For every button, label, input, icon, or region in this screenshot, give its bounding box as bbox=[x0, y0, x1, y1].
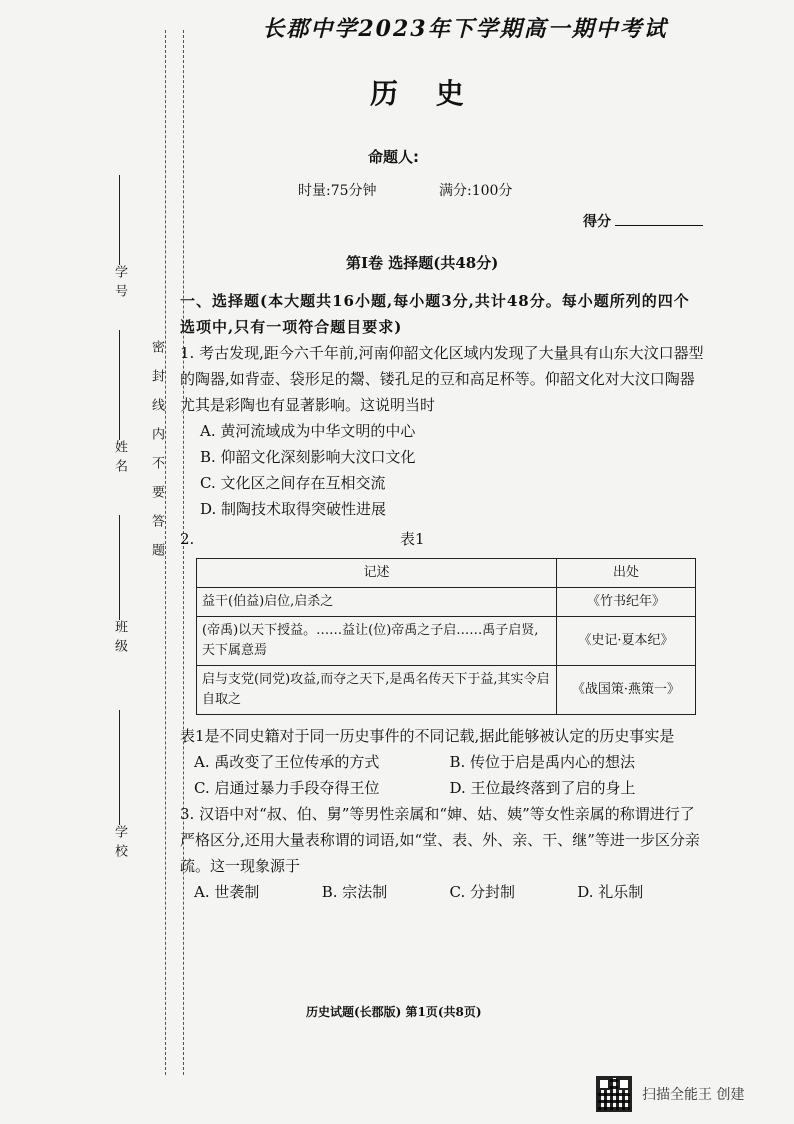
score-label: 得分 bbox=[583, 214, 611, 230]
seal-notice: 密封线内不要答题 bbox=[149, 340, 164, 572]
table-cell-source: 《战国策·燕策一》 bbox=[557, 666, 696, 715]
question-3-stem: 3. 汉语中对“叔、伯、舅”等男性亲属和“婶、姑、姨”等女性亲属的称谓进行了严格区分,还用大量表称谓的词语,如“堂、表、外、亲、干、继”等进一步区分亲疏。这一现象源于 bbox=[180, 805, 700, 875]
table-header-row bbox=[197, 559, 696, 588]
question-2-stem: 表1是不同史籍对于同一历史事件的不同记载,据此能够被认定的历史事实是 bbox=[180, 727, 675, 745]
class-field[interactable] bbox=[110, 515, 129, 658]
question-3-option-d[interactable]: D. 礼乐制 bbox=[577, 883, 644, 901]
school-field[interactable] bbox=[110, 710, 129, 863]
table-row bbox=[197, 666, 696, 715]
question-3-option-b[interactable]: B. 宗法制 bbox=[321, 883, 388, 901]
table-cell-source: 《竹书纪年》 bbox=[557, 588, 696, 617]
author-label: 命题人: bbox=[368, 148, 419, 166]
score-field[interactable] bbox=[583, 211, 703, 231]
time-label: 时量:75分钟 bbox=[298, 183, 377, 199]
table-row bbox=[197, 588, 696, 617]
question-3-options bbox=[180, 879, 705, 905]
question-2-header bbox=[180, 526, 705, 552]
question-1-option-a[interactable]: A. 黄河流域成为中华文明的中心 bbox=[200, 422, 416, 440]
question-2-option-c[interactable]: C. 启通过暴力手段夺得王位 bbox=[194, 779, 380, 797]
page-footer: 历史试题(长郡版) 第1页(共8页) bbox=[306, 1005, 482, 1019]
student-no-rule bbox=[119, 175, 120, 265]
source-table bbox=[196, 558, 696, 715]
question-2-options-row-1 bbox=[180, 749, 705, 775]
table-cell-source: 《史记·夏本纪》 bbox=[557, 617, 696, 666]
name-label: 姓名 bbox=[112, 440, 127, 478]
table-row bbox=[197, 617, 696, 666]
question-1-option-d[interactable]: D. 制陶技术取得突破性进展 bbox=[200, 500, 387, 518]
question-area bbox=[180, 288, 705, 905]
class-rule bbox=[119, 515, 120, 620]
question-1-stem: 1. 考古发现,距今六千年前,河南仰韶文化区域内发现了大量具有山东大汶口器型的陶器,如背壶、袋形足的鬶、镂孔足的豆和高足杯等。仰韶文化对大汶口陶器尤其是彩陶也有显著影响。这说明当时 bbox=[180, 344, 704, 414]
full-score-label: 满分:100分 bbox=[438, 183, 513, 199]
student-no-label: 学号 bbox=[112, 265, 127, 303]
section-instruction: 一、选择题(本大题共16小题,每小题3分,共计48分。每小题所列的四个选项中,只有一项符合题目要求) bbox=[180, 292, 690, 336]
question-2-option-a[interactable]: A. 禹改变了王位传承的方式 bbox=[194, 753, 380, 771]
question-2-option-b[interactable]: B. 传位于启是禹内心的想法 bbox=[449, 753, 636, 771]
qr-code-icon bbox=[596, 1076, 632, 1112]
school-rule bbox=[119, 710, 120, 825]
question-1-option-c[interactable]: C. 文化区之间存在互相交流 bbox=[200, 474, 386, 492]
subject-title: 历 史 bbox=[370, 77, 478, 110]
school-label: 学校 bbox=[112, 825, 127, 863]
table-cell-record: 益干(伯益)启位,启杀之 bbox=[197, 588, 557, 617]
table-caption: 表1 bbox=[400, 530, 425, 548]
question-2-number: 2. bbox=[180, 530, 195, 548]
question-2-options-row-2 bbox=[180, 775, 705, 801]
exam-info bbox=[298, 180, 570, 200]
question-2-option-d[interactable]: D. 王位最终落到了启的身上 bbox=[449, 779, 636, 797]
table-header-source: 出处 bbox=[557, 559, 696, 588]
question-1-option-b[interactable]: B. 仰韶文化深刻影响大汶口文化 bbox=[200, 448, 416, 466]
name-rule bbox=[119, 330, 120, 440]
class-label: 班级 bbox=[112, 620, 127, 658]
score-blank[interactable] bbox=[615, 225, 703, 226]
question-3-option-a[interactable]: A. 世袭制 bbox=[194, 883, 260, 901]
question-3-option-c[interactable]: C. 分封制 bbox=[449, 883, 515, 901]
table-header-record: 记述 bbox=[197, 559, 557, 588]
student-no-field[interactable] bbox=[110, 175, 129, 303]
table-cell-record: (帝禹)以天下授益。……益让(位)帝禹之子启……禹子启贤,天下属意焉 bbox=[197, 617, 557, 666]
scanner-brand: 扫描全能王 创建 bbox=[642, 1087, 745, 1103]
section-heading: 第Ⅰ卷 选择题(共48分) bbox=[346, 254, 499, 272]
scanner-watermark bbox=[596, 1076, 744, 1112]
exam-title: 长郡中学2023年下学期高一期中考试 bbox=[262, 16, 668, 42]
name-field[interactable] bbox=[110, 330, 129, 478]
table-cell-record: 启与支党(同党)攻益,而夺之天下,是禹名传天下于益,其实令启自取之 bbox=[197, 666, 557, 715]
